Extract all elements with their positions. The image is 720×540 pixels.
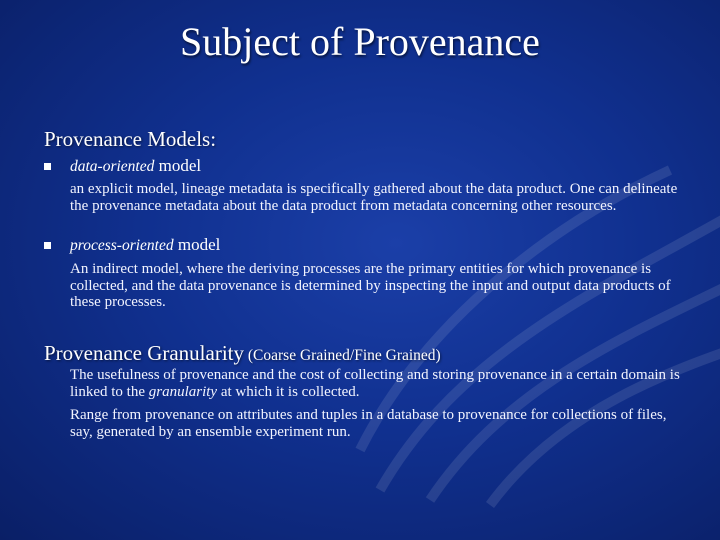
bullet-suffix: model (173, 235, 221, 254)
provenance-granularity-heading (44, 340, 441, 369)
bullet-term: data-oriented (70, 158, 155, 175)
slide-title: Subject of Provenance (180, 19, 540, 64)
bullet-label (70, 155, 201, 178)
granularity-paragraph-2: Range from provenance on attributes and tuples in a database to provenance for collections of files, say, generated by an ensemble experiment run. (70, 407, 667, 440)
bullet-suffix: model (154, 156, 202, 175)
process-oriented-description: An indirect model, where the deriving processes are the primary entities for which provenance is collected, and the data provenance is determined by inspecting the input and output data products of these processes. (70, 261, 671, 310)
granularity-paragraph-1 (70, 367, 682, 400)
para1-text-after: at which it is collected. (217, 383, 360, 400)
para1-emphasis: granularity (148, 383, 218, 400)
data-oriented-description: an explicit model, lineage metadata is specifically gathered about the data product. One can delineate the provenance metadata about the data product from metadata concerning other resources. (70, 181, 678, 214)
para1-text-before: The usefulness of provenance and the cost of collecting and storing provenance in a certain domain is linked to the (70, 367, 680, 400)
provenance-models-heading: Provenance Models: (44, 127, 217, 151)
granularity-heading-text: Provenance Granularity (44, 341, 245, 365)
square-bullet-icon (44, 163, 51, 170)
bullet-term: process-oriented (70, 237, 174, 254)
bullet-label (70, 234, 220, 257)
granularity-subheading: (Coarse Grained/Fine Grained) (244, 347, 441, 364)
square-bullet-icon (44, 242, 51, 249)
